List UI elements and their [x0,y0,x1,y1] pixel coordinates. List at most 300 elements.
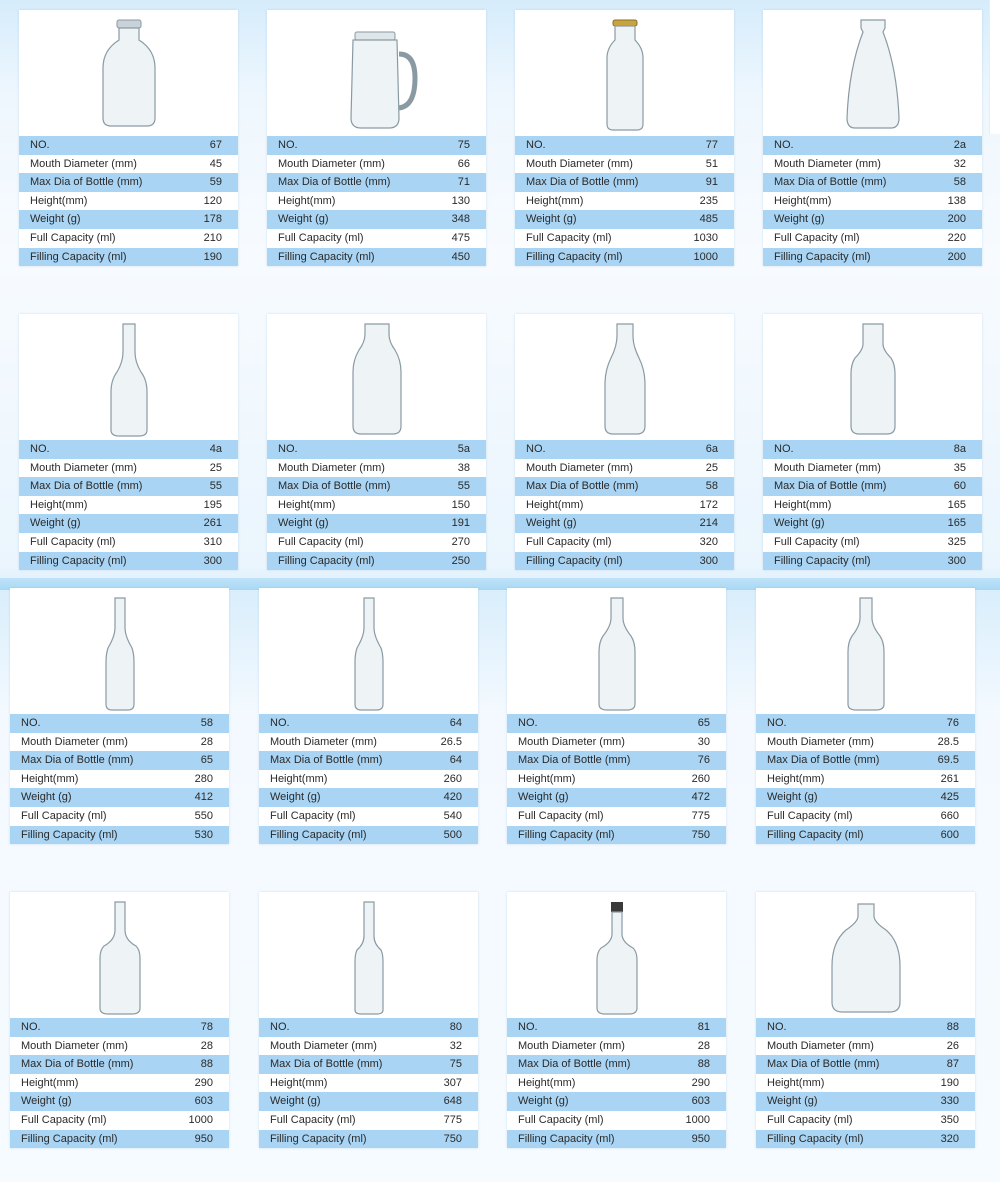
spec-label: NO. [515,440,679,459]
spec-row [763,136,982,155]
spec-label: NO. [507,1018,665,1037]
spec-label: Filling Capacity (ml) [10,826,174,845]
product-card [515,314,734,570]
spec-value: 290 [168,1074,229,1093]
spec-value: 8a [927,440,982,459]
spec-row [259,788,478,807]
spec-table [267,136,486,266]
spec-label: Filling Capacity (ml) [19,552,183,571]
spec-label: Height(mm) [267,496,431,515]
spec-value: 300 [183,552,238,571]
spec-row [19,459,238,478]
spec-row [756,770,975,789]
spec-value: 38 [431,459,486,478]
spec-row [515,155,734,174]
spec-table [10,714,229,844]
spec-label: Max Dia of Bottle (mm) [507,751,671,770]
spec-label: Filling Capacity (ml) [267,552,431,571]
spec-value: 28 [174,733,229,752]
spec-value: 270 [431,533,486,552]
product-photo [19,314,238,440]
spec-table [10,1018,229,1148]
product-photo [259,892,478,1018]
spec-label: Weight (g) [515,210,673,229]
spec-value: 330 [920,1092,975,1111]
spec-value: 290 [665,1074,726,1093]
spec-row [19,552,238,571]
spec-value: 26.5 [420,733,478,752]
spec-row [259,733,478,752]
spec-row [507,1018,726,1037]
spec-row [19,173,238,192]
spec-row [267,514,486,533]
spec-label: Full Capacity (ml) [19,229,183,248]
spec-value: 540 [420,807,478,826]
spec-row [259,770,478,789]
spec-label: Full Capacity (ml) [267,229,431,248]
spec-row [763,459,982,478]
spec-value: 320 [920,1130,975,1149]
capped-liquor-bottle-icon [567,900,667,1018]
spec-label: NO. [515,136,673,155]
product-card [267,10,486,266]
spec-row [763,173,982,192]
flask-bottle-icon [816,900,916,1018]
spec-label: Mouth Diameter (mm) [267,155,431,174]
spec-row [10,1074,229,1093]
spec-label: Full Capacity (ml) [515,533,679,552]
spec-value: 55 [431,477,486,496]
spec-row [763,229,982,248]
spec-value: 88 [168,1055,229,1074]
product-photo [756,588,975,714]
spec-label: Full Capacity (ml) [763,229,927,248]
spec-value: 1000 [168,1111,229,1130]
spec-value: 530 [174,826,229,845]
spec-value: 200 [927,210,982,229]
spec-row [10,1055,229,1074]
spec-value: 200 [927,248,982,267]
spec-row [756,1092,975,1111]
spec-row [507,714,726,733]
spec-row [19,514,238,533]
spec-label: Filling Capacity (ml) [259,1130,423,1149]
product-photo [507,892,726,1018]
spec-label: Height(mm) [19,192,183,211]
spec-value: 2a [927,136,982,155]
spec-value: 25 [183,459,238,478]
spec-row [10,1037,229,1056]
spec-label: Mouth Diameter (mm) [259,733,420,752]
spec-value: 91 [673,173,734,192]
spec-value: 130 [431,192,486,211]
spec-label: Full Capacity (ml) [19,533,183,552]
spec-label: Weight (g) [515,514,679,533]
spec-label: Weight (g) [763,210,927,229]
spec-row [515,552,734,571]
spec-value: 81 [665,1018,726,1037]
spec-value: 1030 [673,229,734,248]
spec-label: Mouth Diameter (mm) [756,1037,920,1056]
spec-value: 950 [168,1130,229,1149]
spec-row [19,440,238,459]
spec-label: NO. [763,440,927,459]
spec-row [507,1037,726,1056]
spec-label: Max Dia of Bottle (mm) [763,477,927,496]
edge-panel [989,0,1000,134]
spec-value: 55 [183,477,238,496]
spec-label: Max Dia of Bottle (mm) [259,751,420,770]
spec-label: Max Dia of Bottle (mm) [756,1055,920,1074]
spec-value: 750 [671,826,726,845]
spec-label: Max Dia of Bottle (mm) [507,1055,665,1074]
spec-value: 59 [183,173,238,192]
spec-table [515,136,734,266]
product-photo [19,10,238,136]
spec-label: Max Dia of Bottle (mm) [756,751,917,770]
spec-value: 64 [420,714,478,733]
spec-label: Mouth Diameter (mm) [507,1037,665,1056]
spec-label: NO. [259,1018,423,1037]
spec-row [515,136,734,155]
spec-value: 58 [174,714,229,733]
spec-label: Max Dia of Bottle (mm) [267,477,431,496]
spec-value: 307 [423,1074,478,1093]
spec-label: Full Capacity (ml) [507,807,671,826]
spec-value: 280 [174,770,229,789]
spec-value: 76 [917,714,975,733]
spec-row [10,807,229,826]
juice-bottle-icon [327,322,427,440]
spec-row [515,477,734,496]
spec-label: NO. [756,1018,920,1037]
spec-table [259,1018,478,1148]
spec-value: 30 [671,733,726,752]
spec-value: 26 [920,1037,975,1056]
product-photo [10,892,229,1018]
spec-label: Height(mm) [259,1074,423,1093]
spec-label: Max Dia of Bottle (mm) [19,173,183,192]
product-photo [10,588,229,714]
sauce-bottle-icon [823,322,923,440]
spec-label: Full Capacity (ml) [267,533,431,552]
spec-value: 69.5 [917,751,975,770]
product-photo [259,588,478,714]
spec-label: NO. [10,1018,168,1037]
spec-row [267,210,486,229]
spec-label: Mouth Diameter (mm) [267,459,431,478]
spec-value: 5a [431,440,486,459]
product-photo [267,10,486,136]
spec-row [763,248,982,267]
spec-row [763,533,982,552]
spec-label: Max Dia of Bottle (mm) [515,173,673,192]
spec-value: 235 [673,192,734,211]
spec-row [756,1111,975,1130]
spec-row [267,440,486,459]
spec-row [507,1055,726,1074]
spec-label: Max Dia of Bottle (mm) [10,751,174,770]
spec-row [10,1092,229,1111]
spec-value: 195 [183,496,238,515]
spec-value: 28.5 [917,733,975,752]
spec-row [763,155,982,174]
spec-label: Height(mm) [507,1074,665,1093]
spec-row [10,751,229,770]
spec-row [515,514,734,533]
spec-value: 775 [423,1111,478,1130]
spec-row [507,1111,726,1130]
spec-label: Filling Capacity (ml) [756,1130,920,1149]
spec-row [259,714,478,733]
spec-value: 150 [431,496,486,515]
spec-row [507,1074,726,1093]
spec-row [267,229,486,248]
spec-row [515,192,734,211]
spec-value: 603 [665,1092,726,1111]
spec-value: 80 [423,1018,478,1037]
spec-value: 600 [917,826,975,845]
spec-row [267,173,486,192]
spec-value: 35 [927,459,982,478]
spec-row [763,192,982,211]
spec-value: 250 [431,552,486,571]
spec-row [515,229,734,248]
spec-value: 32 [927,155,982,174]
spec-label: Weight (g) [507,1092,665,1111]
spec-label: Mouth Diameter (mm) [10,733,174,752]
spec-value: 1000 [673,248,734,267]
product-card [515,10,734,266]
spec-value: 28 [665,1037,726,1056]
spec-row [507,826,726,845]
product-photo [267,314,486,440]
spec-value: 58 [927,173,982,192]
spec-label: Mouth Diameter (mm) [507,733,671,752]
spec-value: 500 [420,826,478,845]
spec-label: Weight (g) [19,514,183,533]
spec-label: Weight (g) [756,788,917,807]
spec-label: Max Dia of Bottle (mm) [267,173,431,192]
spec-table [19,136,238,266]
spec-label: Full Capacity (ml) [507,1111,665,1130]
spec-row [259,826,478,845]
spec-row [756,1055,975,1074]
spec-row [763,440,982,459]
spec-value: 260 [671,770,726,789]
spec-value: 66 [431,155,486,174]
spec-table [507,714,726,844]
spec-row [756,788,975,807]
spec-row [259,1092,478,1111]
spec-row [267,533,486,552]
spec-row [267,496,486,515]
spec-label: Weight (g) [10,1092,168,1111]
spec-label: Max Dia of Bottle (mm) [763,173,927,192]
product-card [267,314,486,570]
spec-value: 214 [679,514,734,533]
spec-value: 348 [431,210,486,229]
spec-row [267,477,486,496]
spec-label: Filling Capacity (ml) [515,552,679,571]
spec-row [259,1130,478,1149]
spec-row [515,210,734,229]
spec-row [763,496,982,515]
spec-value: 425 [917,788,975,807]
spec-label: Filling Capacity (ml) [756,826,917,845]
spec-row [259,807,478,826]
spec-value: 450 [431,248,486,267]
spec-label: Filling Capacity (ml) [10,1130,168,1149]
spec-value: 660 [917,807,975,826]
spec-label: NO. [756,714,917,733]
spec-label: Mouth Diameter (mm) [515,459,679,478]
spec-value: 67 [183,136,238,155]
spec-label: Filling Capacity (ml) [763,248,927,267]
product-card [756,588,975,844]
spec-row [515,496,734,515]
spec-value: 485 [673,210,734,229]
spec-value: 190 [183,248,238,267]
spec-label: Filling Capacity (ml) [507,1130,665,1149]
spec-value: 172 [679,496,734,515]
spec-value: 77 [673,136,734,155]
spec-row [756,1018,975,1037]
spec-label: Height(mm) [507,770,671,789]
product-photo [515,10,734,136]
spec-label: Height(mm) [515,496,679,515]
spec-label: Filling Capacity (ml) [763,552,927,571]
spec-row [756,1074,975,1093]
spec-row [507,788,726,807]
product-photo [507,588,726,714]
spec-row [756,1130,975,1149]
spec-label: Weight (g) [267,210,431,229]
spec-row [19,136,238,155]
spec-label: Full Capacity (ml) [10,1111,168,1130]
spec-value: 261 [183,514,238,533]
spec-label: Weight (g) [756,1092,920,1111]
spec-value: 775 [671,807,726,826]
spec-value: 88 [665,1055,726,1074]
spec-table [515,440,734,570]
spec-value: 65 [174,751,229,770]
spec-label: Max Dia of Bottle (mm) [19,477,183,496]
product-card [19,314,238,570]
spec-table [763,440,982,570]
spec-row [19,155,238,174]
spec-row [515,173,734,192]
spec-value: 191 [431,514,486,533]
spec-table [19,440,238,570]
spec-label: Mouth Diameter (mm) [19,459,183,478]
spec-value: 120 [183,192,238,211]
spec-value: 71 [431,173,486,192]
spec-row [507,1130,726,1149]
spec-label: Weight (g) [507,788,671,807]
spec-value: 65 [671,714,726,733]
spec-value: 165 [927,514,982,533]
spec-label: Mouth Diameter (mm) [756,733,917,752]
spec-value: 603 [168,1092,229,1111]
spec-label: NO. [259,714,420,733]
spec-value: 320 [679,533,734,552]
slim-wine-bottle-icon [70,596,170,714]
spec-table [507,1018,726,1148]
product-card [763,314,982,570]
liquor-bottle-icon [70,900,170,1018]
spec-label: Max Dia of Bottle (mm) [259,1055,423,1074]
spec-label: Height(mm) [756,770,917,789]
spec-label: Full Capacity (ml) [763,533,927,552]
spec-row [507,733,726,752]
spec-value: 78 [168,1018,229,1037]
spec-row [763,210,982,229]
spec-row [259,1018,478,1037]
product-card [19,10,238,266]
spec-value: 220 [927,229,982,248]
spec-row [507,1092,726,1111]
spec-row [19,533,238,552]
spec-row [19,496,238,515]
spec-label: NO. [507,714,671,733]
spec-label: Mouth Diameter (mm) [10,1037,168,1056]
spec-row [10,733,229,752]
product-card [259,892,478,1148]
spec-value: 350 [920,1111,975,1130]
spec-row [507,751,726,770]
spec-value: 300 [927,552,982,571]
spec-value: 25 [679,459,734,478]
spec-label: Full Capacity (ml) [10,807,174,826]
spec-label: Mouth Diameter (mm) [259,1037,423,1056]
spec-label: Mouth Diameter (mm) [763,155,927,174]
spec-value: 1000 [665,1111,726,1130]
spec-value: 165 [927,496,982,515]
spec-label: Full Capacity (ml) [756,1111,920,1130]
spec-label: Weight (g) [259,788,420,807]
spec-label: Mouth Diameter (mm) [515,155,673,174]
spec-row [267,248,486,267]
spec-value: 550 [174,807,229,826]
spec-label: Height(mm) [763,496,927,515]
spec-label: NO. [19,440,183,459]
product-card [756,892,975,1148]
spec-label: Full Capacity (ml) [259,1111,423,1130]
milk-bottle-icon [79,18,179,136]
spec-table [267,440,486,570]
spec-row [19,477,238,496]
spec-value: 28 [168,1037,229,1056]
spec-value: 472 [671,788,726,807]
spec-value: 950 [665,1130,726,1149]
spec-label: Height(mm) [763,192,927,211]
oil-bottle-icon [816,596,916,714]
spec-row [19,210,238,229]
spec-row [259,1037,478,1056]
spec-label: NO. [763,136,927,155]
spec-row [10,1111,229,1130]
product-card [507,588,726,844]
product-card [259,588,478,844]
spec-row [19,192,238,211]
spec-label: Full Capacity (ml) [756,807,917,826]
spec-row [19,248,238,267]
spec-table [756,714,975,844]
spec-value: 64 [420,751,478,770]
spec-row [756,714,975,733]
product-photo [763,10,982,136]
